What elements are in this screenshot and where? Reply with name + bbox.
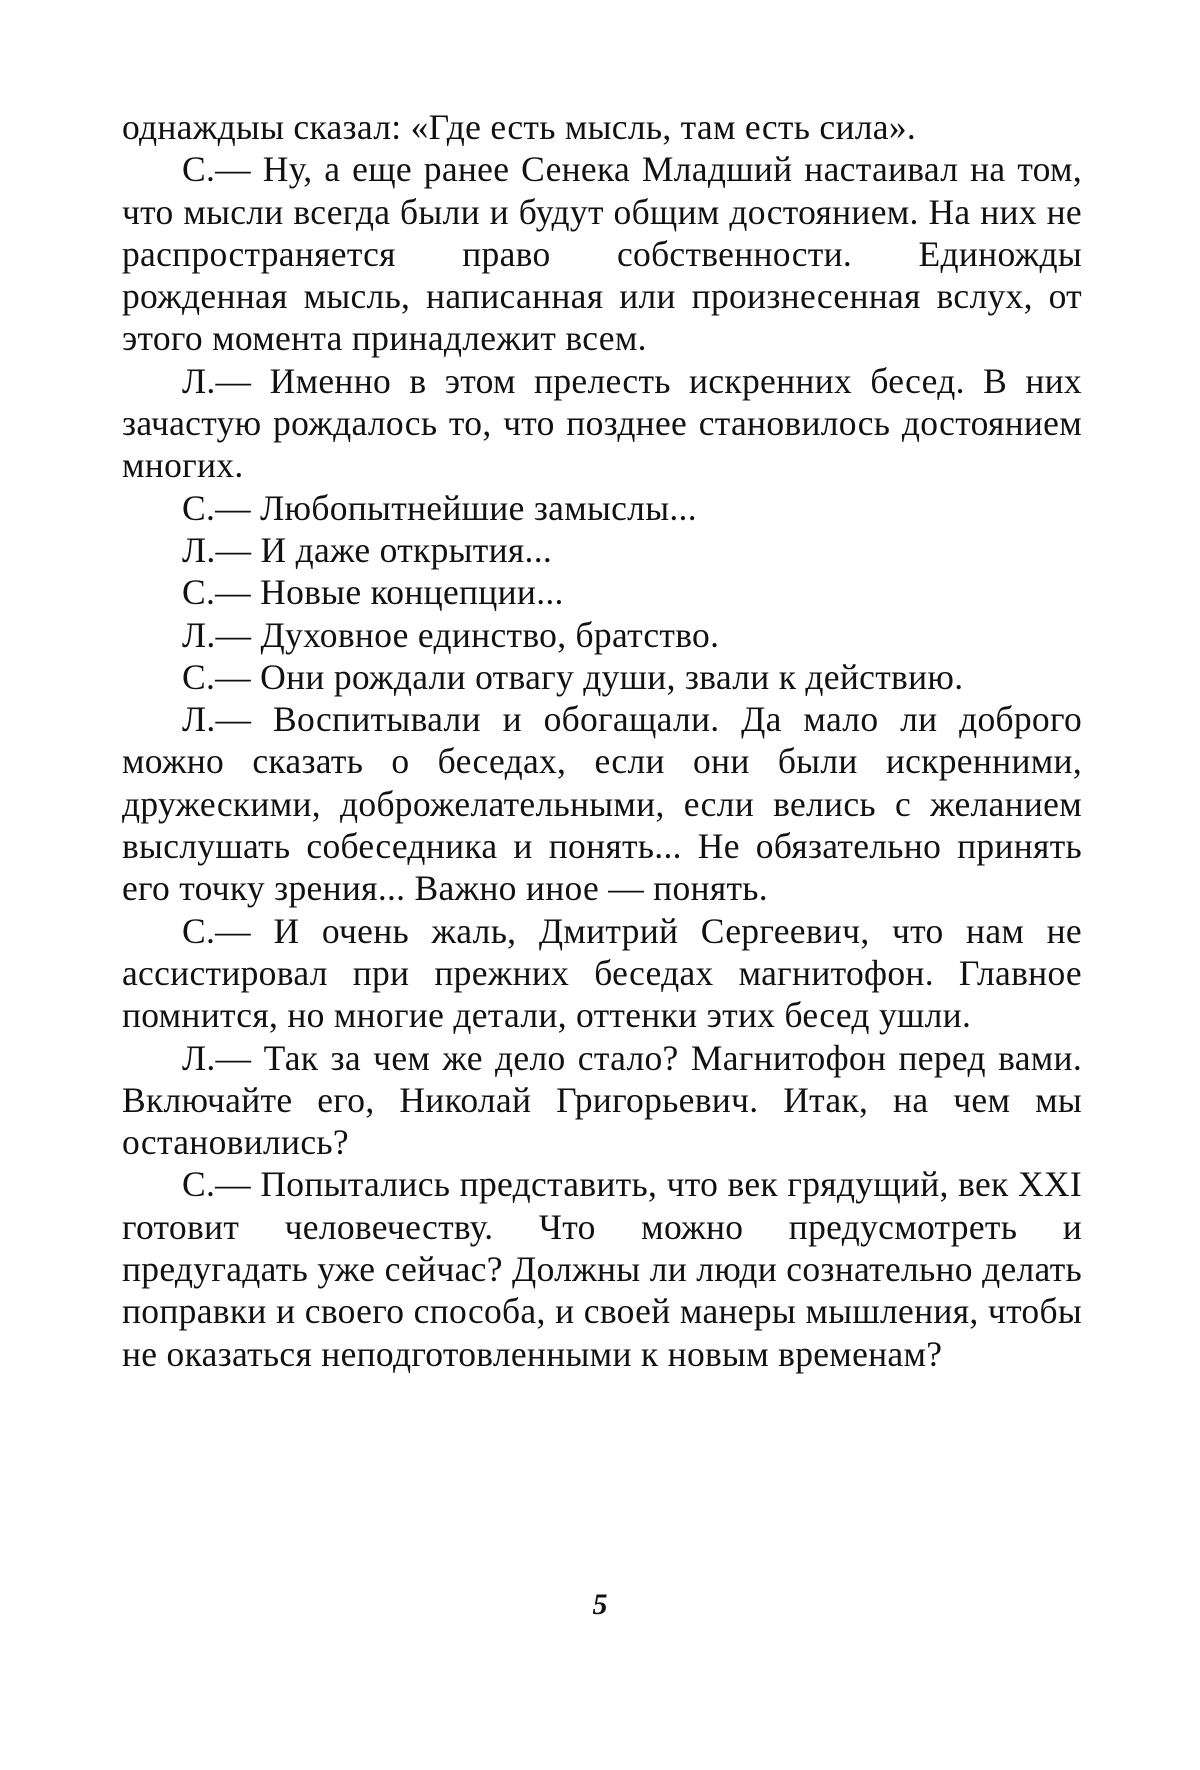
paragraph-s-ideas: С.— Любопытнейшие замыслы... bbox=[182, 487, 697, 528]
paragraph-s-courage: С.— Они рождали отвагу души, звали к действию. bbox=[182, 656, 964, 697]
paragraph-l-recorder: Л.— Так за чем же дело стало? Магнитофон перед вами. Включайте его, Николай Григорьевич. Итак, на чем мы остановились? bbox=[122, 1037, 1082, 1163]
paragraph-l-discoveries: Л.— И даже открытия... bbox=[182, 529, 553, 570]
page-number: 5 bbox=[592, 1588, 608, 1621]
body-text bbox=[122, 106, 1082, 1375]
paragraph-l-unity: Л.— Духовное единство, братство. bbox=[182, 614, 720, 655]
paragraph-l-conversations: Л.— Именно в этом прелесть искренних бесед. В них зачастую рождалось то, что позднее становилось достоянием многих. bbox=[122, 360, 1082, 486]
paragraph-s-concepts: С.— Новые концепции... bbox=[182, 572, 564, 613]
paragraph-s-recorder: С.— И очень жаль, Дмитрий Сергеевич, что нам не ассистировал при прежних беседах магнитофон. Главное помнится, но многие детали, оттенки этих бесед ушли. bbox=[122, 910, 1082, 1036]
paragraph-l-educate: Л.— Воспитывали и обогащали. Да мало ли доброго можно сказать о беседах, если они были искренними, дружескими, доброжелательными, если велись с желанием выслушать собеседника и понять... Не обязательно принять его точку зрения... Важно иное — понять. bbox=[122, 699, 1082, 909]
paragraph-s-century: С.— Попытались представить, что век грядущий, век XXI готовит человечеству. Что можно предусмотреть и предугадать уже сейчас? Должны ли люди сознательно делать поправки и своего способа, и своей манеры мышления, чтобы не оказаться неподготовленными к новым временам? bbox=[122, 1164, 1082, 1374]
paragraph-continuation: однаждыы сказал: «Где есть мысль, там есть сила». bbox=[122, 107, 917, 147]
paragraph-s-seneca: С.— Ну, а еще ранее Сенека Младший настаивал на том, что мысли всегда были и будут общим достоянием. На них не распространяется право собственности. Единожды рожденная мысль, написанная или произнесенная вслух, от этого момента принадлежит всем. bbox=[122, 149, 1082, 359]
